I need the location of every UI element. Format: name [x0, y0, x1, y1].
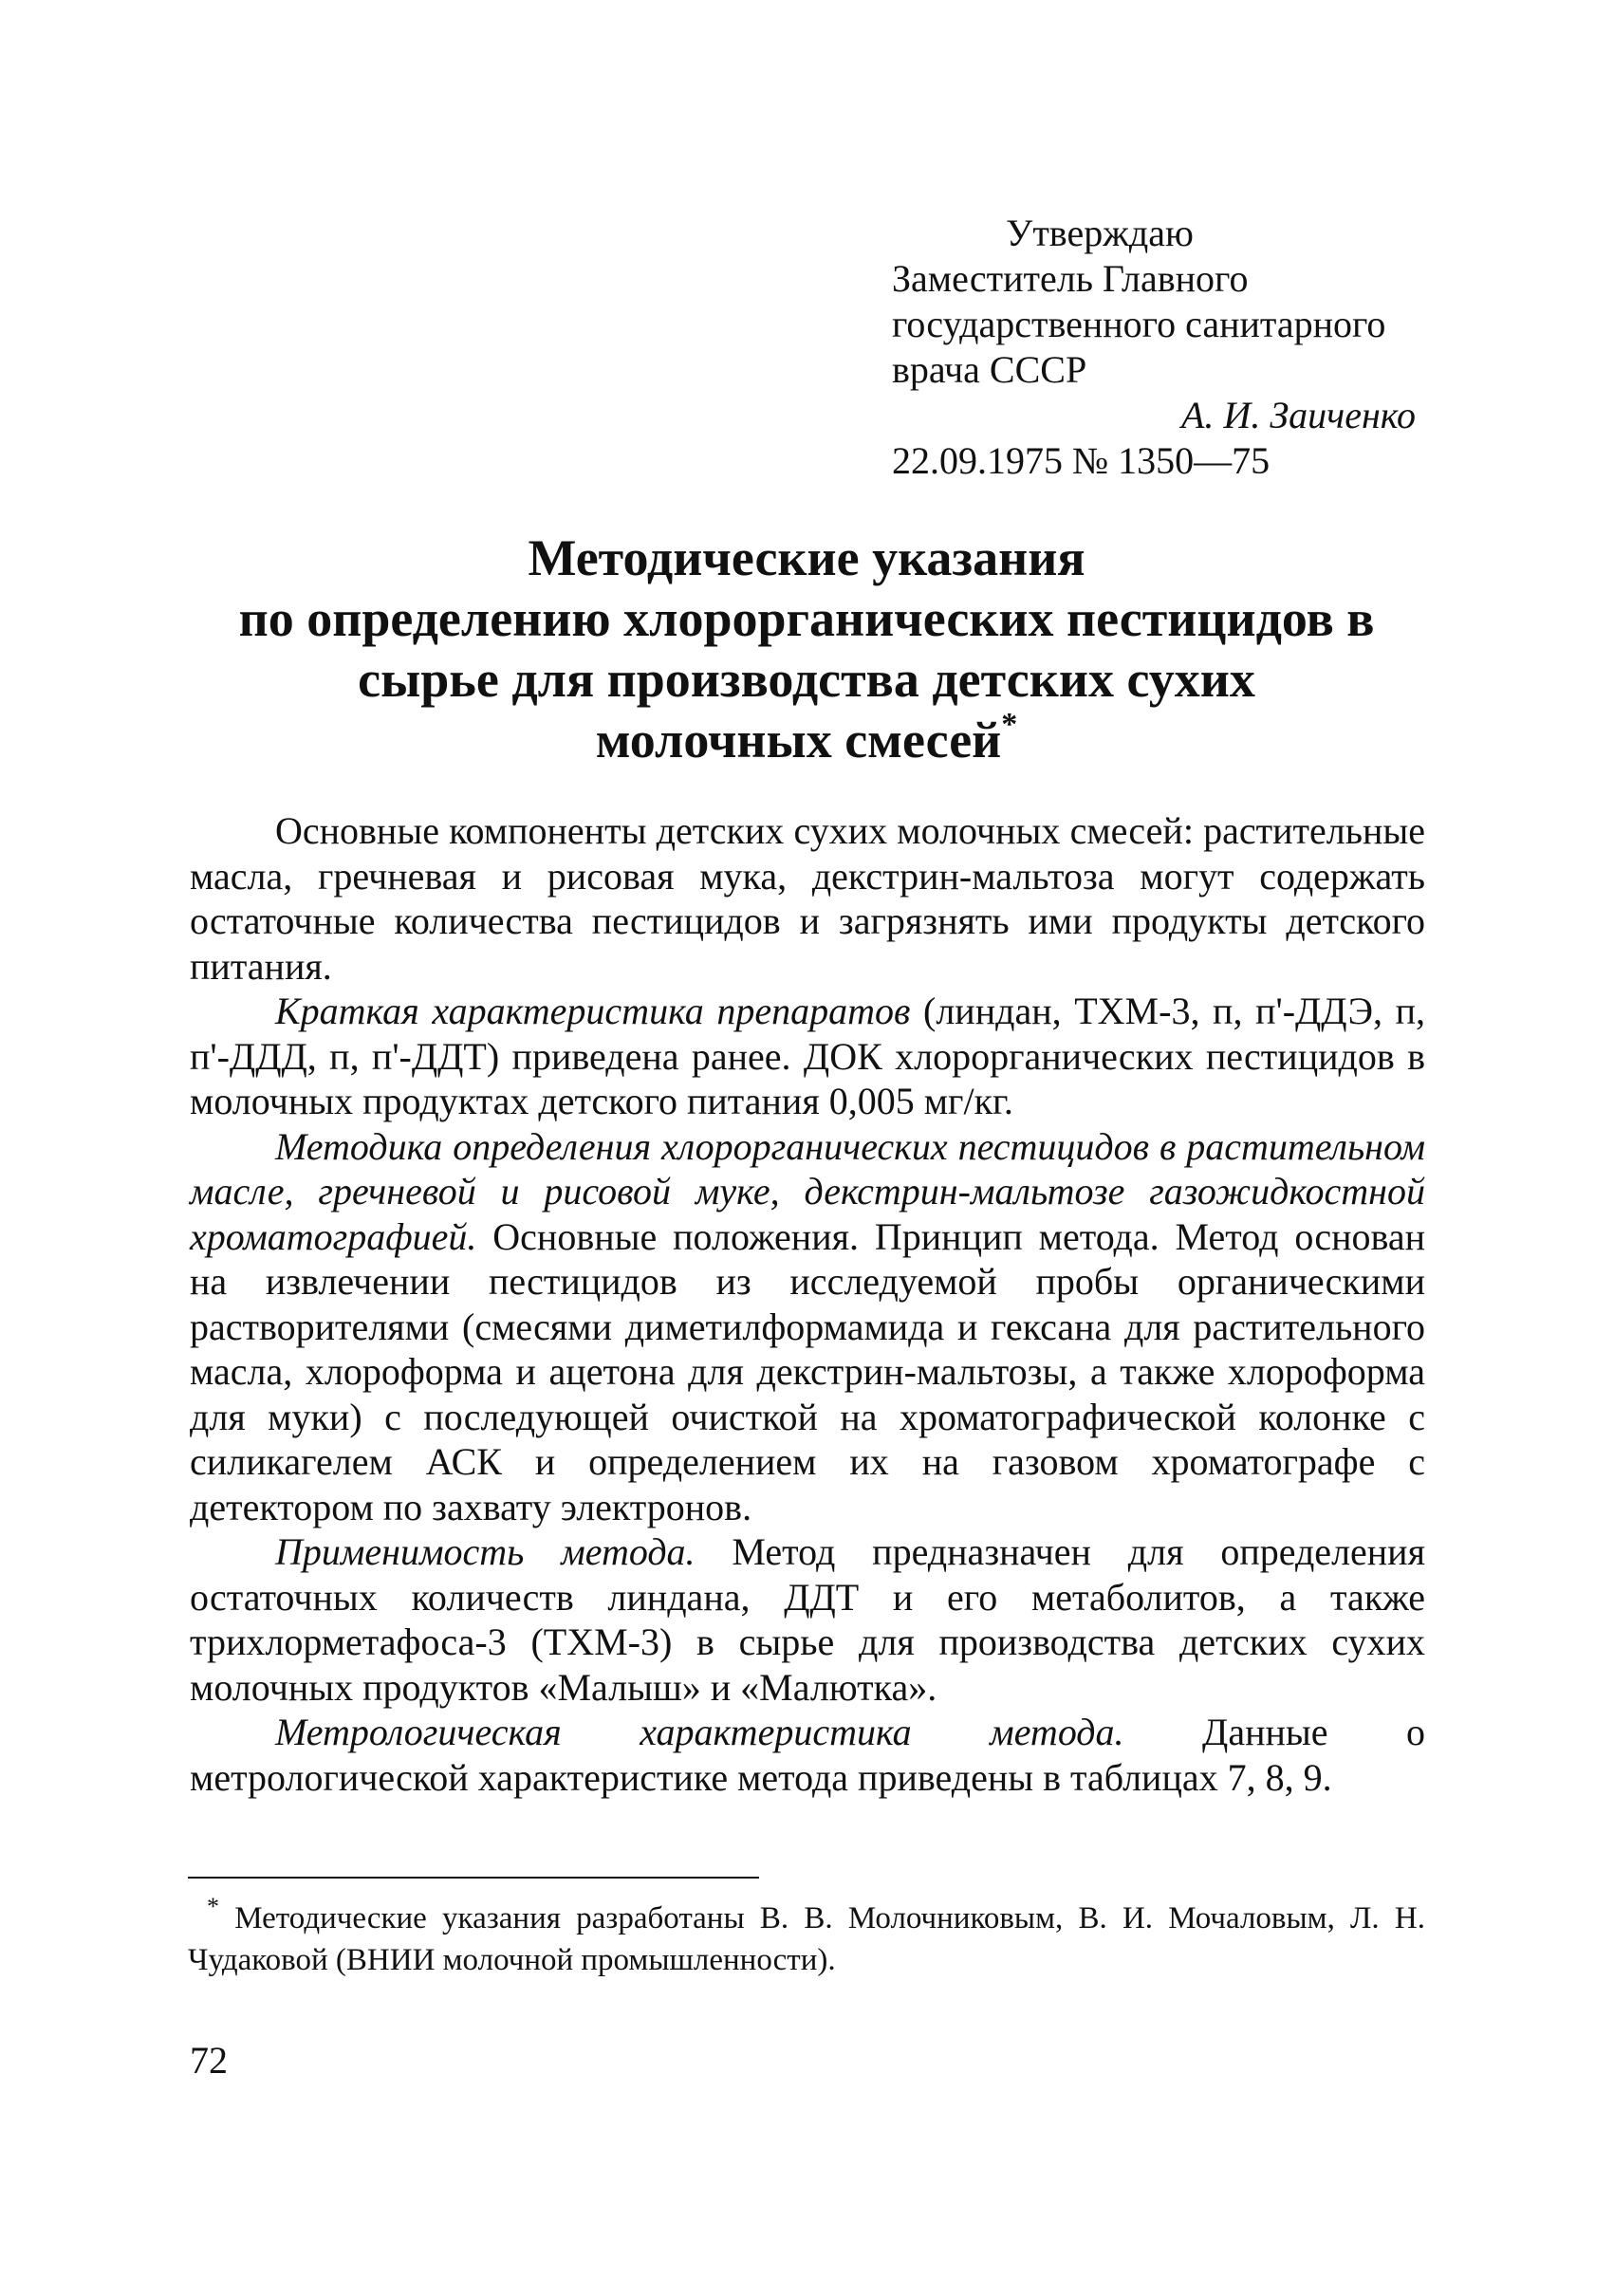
footnote-divider: [188, 1877, 759, 1879]
approval-position-line: Заместитель Главного: [892, 257, 1249, 300]
paragraph-applicability: [190, 1529, 1425, 1710]
paragraph-heading: Краткая характеристика препаратов: [275, 990, 911, 1032]
page-number: 72: [190, 2039, 228, 2082]
title-line-text: молочных смесей: [595, 712, 1002, 768]
footnote-text: Методические указания разработаны В. В. Молочниковым, В. И. Мочаловым, Л. Н. Чудаковой (ВНИИ молочной промышленности).: [188, 1901, 1425, 1977]
paragraph-heading: Применимость метода.: [275, 1530, 696, 1573]
paragraph-characteristics: [190, 989, 1425, 1124]
title-line: сырье для производства детских сухих: [358, 651, 1255, 708]
document-title: [152, 528, 1461, 770]
title-line-last: [152, 707, 1461, 770]
paragraph-heading: Методика определения хлорорганических пестицидов в растительном масле, гречневой и рисовой муке, декстрин-мальтозе газожидкостной хроматографией.: [190, 1124, 1425, 1258]
paragraph-heading: Метрологическая характеристика метода.: [275, 1711, 1124, 1753]
paragraph-method: [190, 1124, 1425, 1530]
footnote-mark: *: [207, 1893, 219, 1920]
approval-block: [892, 211, 1461, 484]
approval-date-number: 22.09.1975 № 1350—75: [892, 439, 1271, 482]
footnote: [188, 1893, 1425, 1981]
paragraph-text: (линдан, ТХМ-3, п, п'-ДДЭ, п, п'-ДДД, п, п'-ДДТ) приведена ранее. ДОК хлорорганических пестицидов в молочных продуктах детского питания 0,005 мг/кг.: [190, 990, 1426, 1122]
title-line: Методические указания: [528, 529, 1085, 586]
document-body: [190, 808, 1425, 1800]
paragraph-text: Данные о метрологической характеристике метода приведены в таблицах 7, 8, 9.: [190, 1711, 1426, 1799]
title-line: по определению хлорорганических пестицидов в: [238, 590, 1375, 647]
paragraph-components: Основные компоненты детских сухих молочных смесей: растительные масла, гречневая и рисовая мука, декстрин-мальтоза могут содержать остаточные количества пестицидов и загрязнять ими продукты детского питания.: [190, 809, 1425, 988]
paragraph-text: Метод предназначен для определения остаточных количеств линдана, ДДТ и его метаболитов, а также трихлорметафоса-3 (ТХМ-3) в сырье для производства детских сухих молочных продуктов «Малыш» и «Малютка».: [190, 1530, 1425, 1709]
paragraph-text: Основные положения. Принцип метода. Метод основан на извлечении пестицидов из исследуемой пробы органическими растворителями (смесями диметилформамида и гексана для растительного масла, хлороформа и ацетона для декстрин-мальтозы, а также хлороформа для муки) с последующей очисткой на хроматографической колонке с силикагелем АСК и определением их на газовом хроматографе с детектором по захвату электронов.: [190, 1214, 1425, 1528]
approval-position-line: врача СССР: [892, 348, 1087, 391]
paragraph-metrology: [190, 1710, 1425, 1800]
approval-signer: А. И. Заиченко: [1181, 394, 1416, 436]
approval-position-line: государственного санитарного: [892, 303, 1386, 345]
title-footnote-mark: *: [1001, 707, 1018, 742]
approval-line: Утверждаю: [1006, 212, 1194, 254]
